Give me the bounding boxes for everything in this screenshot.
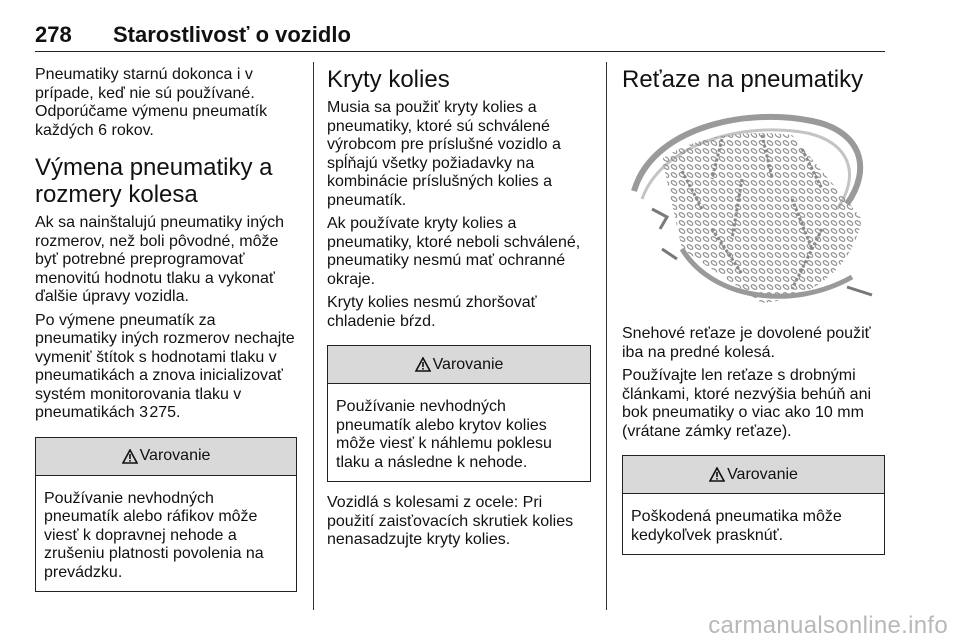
section-heading-tire-change: Výmena pneumatiky a rozmery kolesa: [35, 154, 273, 208]
tire-size-paragraph: Ak sa nainštalujú pneumatiky iných rozmerov, než boli pôvodné, môže byť potrebné preprogramovať menovitú hodnotu tlaku a vykonať ďalšie úpravy vozidla.: [35, 214, 285, 305]
unapproved-covers-paragraph: Ak používate kryty kolies a pneumatiky, ktoré neboli schválené, pneumatiky nesmú mať ochranné okraje.: [327, 215, 581, 288]
column-1: [35, 66, 297, 604]
warning-title: Varovanie: [139, 447, 211, 464]
warning-box: [622, 455, 885, 555]
warning-text: Používanie nevhodných pneumatík alebo krytov kolies môže viesť k náhlemu poklesu tlaku a následne k nehode.: [336, 398, 552, 471]
tire-placard-paragraph: [35, 312, 297, 423]
page-ref-arrow-icon: 3: [139, 404, 148, 421]
column-3: [622, 66, 885, 567]
warning-triangle-icon: [122, 449, 138, 464]
warning-title: Varovanie: [432, 355, 504, 373]
tire-chain-illustration: [622, 99, 884, 311]
page-ref-link[interactable]: 275.: [149, 404, 181, 421]
section-heading-tire-chains: Reťaze na pneumatiky: [622, 66, 864, 93]
warning-box: [327, 345, 591, 482]
warning-triangle-icon: [709, 467, 725, 482]
warning-box: [35, 437, 297, 593]
brake-cooling-paragraph: Kryty kolies nesmú zhoršovať chladenie bŕzd.: [327, 294, 537, 330]
running-title: Starostlivosť o vozidlo: [113, 22, 351, 47]
column-2: [327, 66, 591, 555]
warning-text: Používanie nevhodných pneumatík alebo ráfikov môže viesť k dopravnej nehode a zrušeniu platnosti povolenia na prevádzku.: [44, 489, 264, 581]
watermark: carmanualsonline.info: [708, 612, 948, 639]
warning-header: [36, 438, 296, 476]
warning-header: [328, 346, 590, 384]
tire-chain-icon: [622, 99, 884, 311]
tire-placard-text: Po výmene pneumatík za pneumatiky iných rozmerov nechajte vymeniť štítok s hodnotami tlaku v pneumatikách a znova inicializovať systém monitorovania tlaku v pneumatikách: [35, 311, 295, 421]
page-header: [35, 22, 885, 52]
steel-wheels-paragraph: Vozidlá s kolesami z ocele: Pri použití zaisťovacích skrutiek kolies nenasadzujte kryty kolies.: [327, 494, 574, 548]
fine-link-chains-paragraph: Používajte len reťaze s drobnými článkami, ktoré nezvýšia behúň ani bok pneumatiky o viac ako 10 mm (vrátane zámky reťaze).: [622, 367, 872, 440]
warning-text: Poškodená pneumatika môže kedykoľvek prasknúť.: [631, 508, 842, 544]
warning-header: [623, 456, 884, 494]
front-wheels-paragraph: Snehové reťaze je dovolené použiť iba na predné kolesá.: [622, 325, 871, 361]
column-divider: [606, 62, 607, 610]
column-divider: [313, 62, 314, 610]
warning-triangle-icon: [415, 357, 431, 372]
page-number: 278: [35, 22, 72, 47]
tire-aging-paragraph: Pneumatiky starnú dokonca i v prípade, keď nie sú používané. Odporúčame výmenu pneumatík každých 6 rokov.: [35, 66, 268, 139]
warning-title: Varovanie: [727, 465, 798, 483]
wheel-covers-paragraph: Musia sa použiť kryty kolies a pneumatiky, ktoré sú schválené výrobcom pre príslušné vozidlo a spĺňajú všetky požiadavky na kombinácie príslušných kolies a pneumatík.: [327, 99, 561, 209]
section-heading-wheel-covers: Kryty kolies: [327, 66, 450, 93]
